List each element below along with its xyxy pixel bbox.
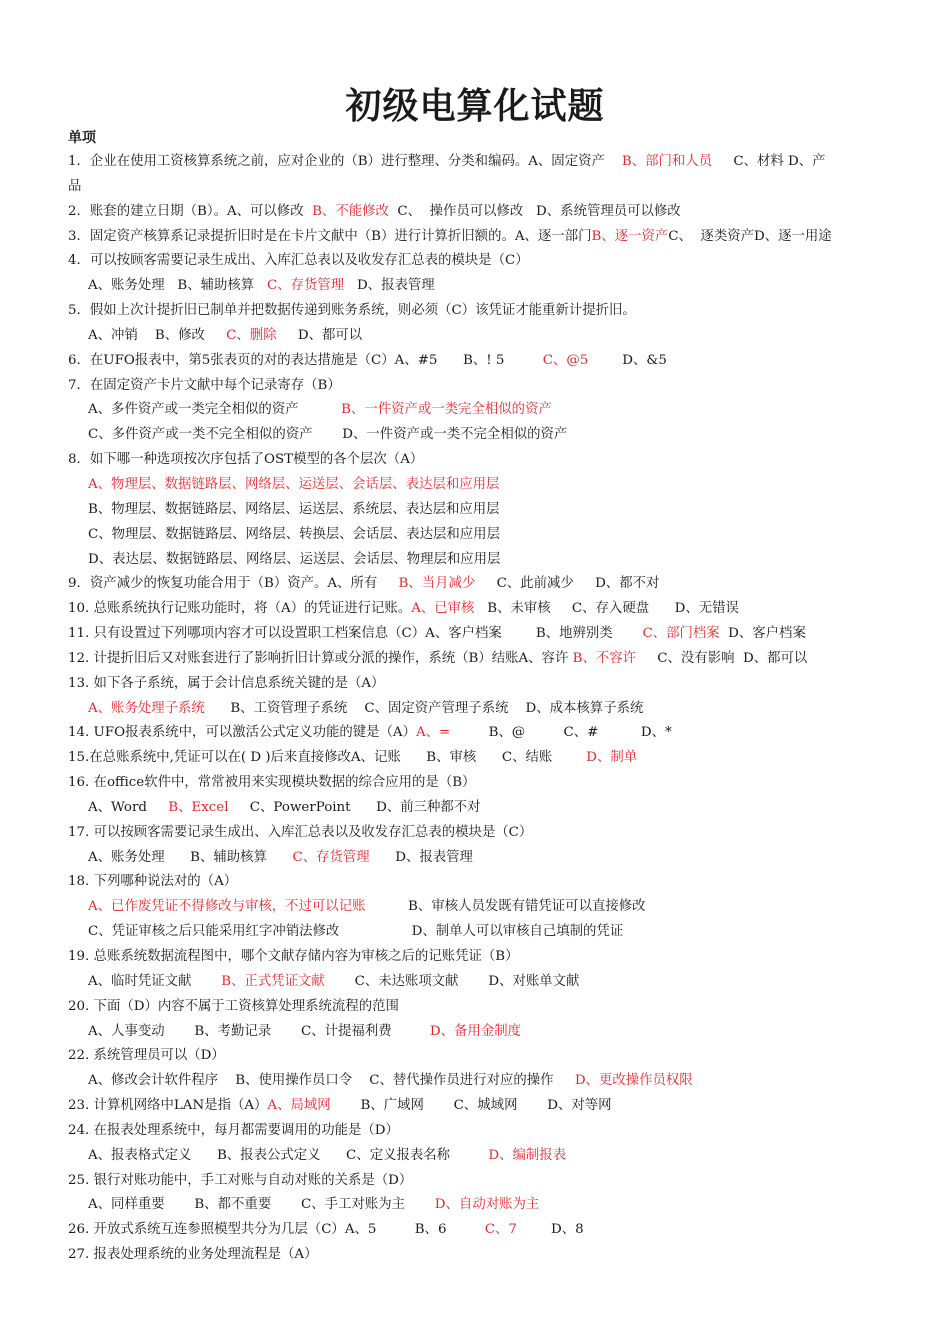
question-text: 27. 报表处理系统的业务处理流程是（A） [68,1247,318,1263]
question-text: 20. 下面（D）内容不属于工资核算处理系统流程的范围 [68,998,399,1014]
option-line [68,697,888,722]
question-line [68,672,888,697]
question-text: B、工资管理子系统 C、固定资产管理子系统 D、成本核算子系统 [204,700,644,716]
question-line [68,1169,888,1194]
question-line [68,721,888,746]
option-line [68,274,888,299]
option-line [68,1193,888,1218]
question-text: D、报表管理 [344,278,435,294]
question-text: C、 操作员可以修改 D、系统管理员可以修改 [388,203,681,219]
question-text: C、物理层、数据链路层、网络层、转换层、会话层、表达层和应用层 [88,526,500,542]
question-line [68,572,888,597]
answer-text: D、制单 [586,750,638,766]
question-text: D、8 [516,1222,584,1238]
question-text: 25. 银行对账功能中，手工对账与自动对账的关系是（D） [68,1172,413,1188]
answer-text: A、已审核 [411,601,475,617]
question-line [68,622,888,647]
question-line [68,249,888,274]
answer-text: A、已作废凭证不得修改与审核，不过可以记账 [88,899,366,915]
question-text: 10. 总账系统执行记账功能时，将（A）的凭证进行记账。 [68,601,412,617]
option-line [68,920,888,945]
option-line [68,895,888,920]
question-line [68,1218,888,1243]
question-text: 26. 开放式系统互连参照模型共分为几层（C）A、5 B、6 [68,1222,485,1238]
question-text: B、广域网 C、城域网 D、对等网 [330,1098,612,1114]
question-list [68,150,888,1268]
question-line [68,1119,888,1144]
question-line [68,945,888,970]
question-text: 19. 总账系统数据流程图中，哪个文献存储内容为审核之后的记账凭证（B） [68,949,519,964]
question-line [68,597,888,622]
answer-text: A、物理层、数据链路层、网络层、运送层、会话层、表达层和应用层 [88,476,500,492]
answer-text: B、不容许 [572,650,637,666]
answer-text: A、局域网 [267,1098,331,1114]
answer-text: B、当月减少 [398,576,476,592]
question-text: C、凭证审核之后只能采用红字冲销法修改 D、制单人可以审核自己填制的凭证 [88,924,624,940]
answer-text: B、正式凭证文献 [221,973,325,989]
question-text: D、&5 [588,352,667,368]
question-text: 13. 如下各子系统，属于会计信息系统关键的是（A） [68,675,385,691]
question-text: A、人事变动 B、考勤记录 C、计提福利费 [88,1023,430,1039]
question-text: A、账务处理 B、辅助核算 [88,849,293,865]
question-text: A、冲销 B、修改 [88,327,227,343]
question-text: B、@ C、# D、* [450,725,672,741]
question-line [68,771,888,796]
question-text: B、未审核 C、存入硬盘 D、无错误 [474,601,739,617]
question-text: 5．假如上次计提折旧已制单并把数据传递到账务系统，则必须（C）该凭证才能重新计提折旧。 [68,303,636,319]
option-line [68,398,888,423]
question-line [68,200,888,225]
question-line [68,374,888,399]
option-line [68,523,888,548]
question-text: 22. 系统管理员可以（D） [68,1048,225,1064]
question-text: 6．在UFO报表中，第5张表页的对的表达措施是（C）A、#5 B、! 5 [68,352,543,368]
question-line [68,299,888,324]
question-text: D、都可以 [276,327,363,343]
answer-text: B、Excel [168,799,229,815]
question-text: 18. 下列哪种说法对的（A） [68,874,238,890]
question-line [68,1243,888,1268]
question-text: C、此前减少 D、都不对 [475,576,660,592]
question-text: D、报表管理 [369,849,473,865]
question-text: 17. 可以按顾客需要记录生成出、入库汇总表以及收发存汇总表的模块是（C） [68,824,533,840]
answer-text: D、更改操作员权限 [574,1073,693,1089]
question-text: 4．可以按顾客需要记录生成出、入库汇总表以及收发存汇总表的模块是（C） [68,253,529,269]
question-text: A、临时凭证文献 [88,973,222,989]
question-text: C、没有影响 D、都可以 [636,650,808,666]
question-line [68,225,888,250]
question-line [68,746,888,771]
page-title: 初级电算化试题 [345,86,605,127]
question-text: A、多件资产或一类完全相似的资产 [88,402,342,418]
question-line [68,1044,888,1069]
question-text: C、PowerPoint D、前三种都不对 [228,799,481,815]
answer-text: C、存货管理 [292,849,370,865]
question-text: A、Word [88,799,169,815]
question-text: 12. 计提折旧后又对账套进行了影响折旧计算或分派的操作，系统（B）结账A、容许 [68,650,573,666]
question-text: 品 [68,178,82,194]
question-text: 3．固定资产核算系记录提折旧时是在卡片文献中（B）进行计算折旧额的。A、逐一部门 [68,228,592,244]
answer-text: C、删除 [226,327,277,343]
question-text: C、 逐类资产D、逐一用途 [668,228,832,244]
answer-text: B、不能修改 [312,203,389,219]
question-text: A、同样重要 B、都不重要 C、手工对账为主 [88,1197,435,1213]
question-line [68,150,888,175]
answer-text: C、存货管理 [266,278,345,294]
answer-text: C、部门档案 [642,626,720,642]
answer-text: B、逐一资产 [591,228,669,244]
option-line [68,1020,888,1045]
question-line [68,647,888,672]
question-line [68,175,888,200]
answer-text: D、备用金制度 [429,1023,521,1039]
question-text: 11. 只有设置过下列哪项内容才可以设置职工档案信息（C）A、客户档案 B、地辨别类 [68,626,643,642]
option-line [68,1069,888,1094]
answer-text: C、@5 [542,352,589,368]
answer-text: B、部门和人员 [621,154,713,169]
answer-text: A、= [415,725,451,741]
question-text: 9．资产减少的恢复功能合用于（B）资产。A、所有 [68,576,399,592]
question-line [68,995,888,1020]
question-text: 1．企业在使用工资核算系统之前，应对企业的（B）进行整理、分类和编码。A、固定资产 [68,154,622,169]
question-text: 24. 在报表处理系统中，每月都需要调用的功能是（D） [68,1122,399,1138]
question-text: D、客户档案 [719,626,806,642]
question-text: A、报表格式定义 B、报表公式定义 C、定义报表名称 [88,1147,489,1163]
question-text: B、审核人员发既有错凭证可以直接修改 [365,899,646,915]
question-text: 7．在固定资产卡片文献中每个记录寄存（B） [68,377,341,393]
question-line [68,821,888,846]
question-text: 14. UFO报表系统中，可以激活公式定义功能的键是（A） [68,725,416,741]
question-line [68,870,888,895]
question-text: A、修改会计软件程序 B、使用操作员口令 C、替代操作员进行对应的操作 [88,1073,575,1089]
question-line [68,448,888,473]
option-line [68,1144,888,1169]
question-text: 15.在总账系统中,凭证可以在( D )后来直接修改A、记账 B、审核 C、结账 [68,750,587,766]
answer-text: D、自动对账为主 [434,1197,540,1213]
answer-text: D、编制报表 [488,1147,567,1163]
question-text: 16. 在office软件中，常常被用来实现模块数据的综合应用的是（B） [68,775,476,791]
question-text: D、表达层、数据链路层、网络层、运送层、会话层、物理层和应用层 [88,551,501,567]
answer-text: B、一件资产或一类完全相似的资产 [341,402,552,418]
question-text: C、多件资产或一类不完全相似的资产 D、一件资产或一类不完全相似的资产 [88,427,568,443]
option-line [68,796,888,821]
question-text: C、材料 D、产 [712,154,826,169]
question-text: A、账务处理 B、辅助核算 [88,278,267,294]
section-label: 单项 [68,130,96,146]
option-line [68,423,888,448]
question-text: 2．账套的建立日期（B）。A、可以修改 [68,203,313,219]
question-line [68,1094,888,1119]
answer-text: A、账务处理子系统 [88,700,205,716]
question-line [68,349,888,374]
answer-text: C、7 [484,1222,517,1238]
option-line [68,473,888,498]
option-line [68,324,888,349]
question-text: B、物理层、数据链路层、网络层、运送层、系统层、表达层和应用层 [88,501,500,517]
option-line [68,498,888,523]
option-line [68,548,888,573]
question-text: 8．如下哪一种选项按次序包括了OST模型的各个层次（A） [68,452,424,468]
question-text: C、未达账项文献 D、对账单文献 [324,973,580,989]
option-line [68,846,888,871]
option-line [68,970,888,995]
question-text: 23. 计算机网络中LAN是指（A） [68,1098,268,1114]
